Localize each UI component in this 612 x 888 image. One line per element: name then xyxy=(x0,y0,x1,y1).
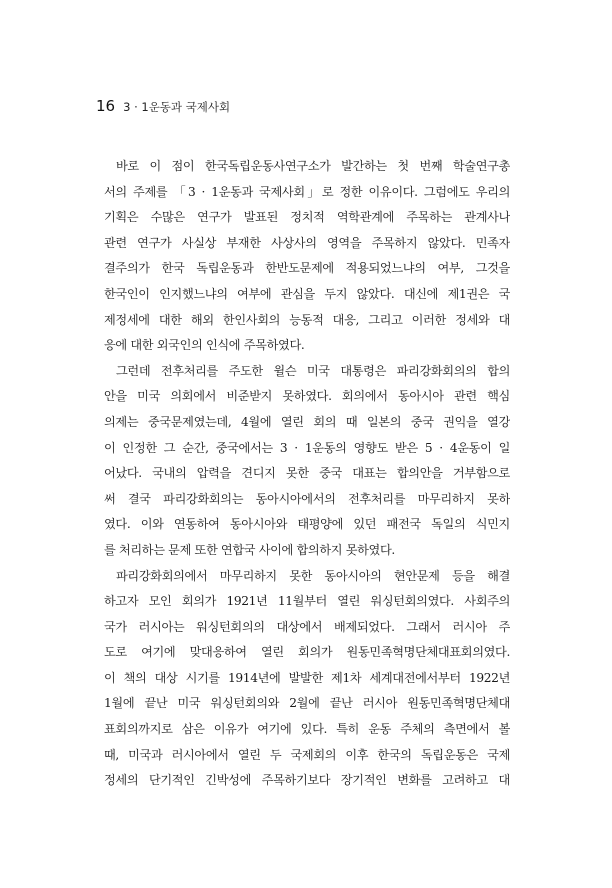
text-line: 하고자 모인 회의가 1921년 11월부터 열린 워싱턴회의였다. 사회주의 xyxy=(104,594,510,609)
body-text xyxy=(104,154,510,794)
text-line: 1월에 끝난 미국 워싱턴회의와 2월에 끝난 러시아 원동민족혁명단체대 xyxy=(104,696,510,711)
text-line: 를 처리하는 문제 또한 연합국 사이에 합의하지 못하였다. xyxy=(104,542,395,557)
text-line: 기획은 수많은 연구가 발표된 정치적 역학관계에 주목하는 관계사나 xyxy=(104,210,510,225)
text-line: 표회의까지로 삼은 이유가 여기에 있다. 특히 운동 주체의 측면에서 볼 xyxy=(104,722,510,737)
text-line: 관련 연구가 사실상 부재한 사상사의 영역을 주목하지 않았다. 민족자 xyxy=(104,235,510,250)
text-line: 때, 미국과 러시아에서 열린 두 국제회의 이후 한국의 독립운동은 국제 xyxy=(104,747,510,762)
text-line: 안을 미국 의회에서 비준받지 못하였다. 회의에서 동아시아 관련 핵심 xyxy=(104,389,510,404)
text-line: 그런데 전후처리를 주도한 윌슨 미국 대통령은 파리강화회의의 합의 xyxy=(116,363,510,378)
text-line: 어났다. 국내의 압력을 견디지 못한 중국 대표는 합의안을 거부함으로 xyxy=(104,466,510,481)
text-line: 였다. 이와 연동하여 동아시아와 태평양에 있던 패전국 독일의 식민지 xyxy=(104,517,510,532)
text-line: 제정세에 대한 해외 한인사회의 능동적 대응, 그리고 이러한 정세와 대 xyxy=(104,312,510,327)
text-line: 바로 이 점이 한국독립운동사연구소가 발간하는 첫 번째 학술연구총 xyxy=(116,159,510,173)
text-line: 써 결국 파리강화회의는 동아시아에서의 전후처리를 마무리하지 못하 xyxy=(104,491,510,506)
text-line: 이 책의 대상 시기를 1914년에 발발한 제1차 세계대전에서부터 1922년 xyxy=(104,670,510,685)
text-line: 정세의 단기적인 긴박성에 주목하기보다 장기적인 변화를 고려하고 대 xyxy=(104,773,510,788)
chapter-title: 3 · 1운동과 국제사회 xyxy=(123,100,231,114)
text-line: 응에 대한 외국인의 인식에 주목하였다. xyxy=(104,338,305,353)
text-line: 파리강화회의에서 마무리하지 못한 동아시아의 현안문제 등을 해결 xyxy=(116,568,510,583)
text-line: 한국인이 인지했느냐의 여부에 관심을 두지 않았다. 대신에 제1권은 국 xyxy=(104,286,510,301)
running-header xyxy=(96,97,230,119)
text-line: 이 인정한 그 순간, 중국에서는 3 · 1운동의 영향도 받은 5 · 4운동이 일 xyxy=(104,440,510,455)
text-line: 의제는 중국문제였는데, 4월에 열린 회의 때 일본의 중국 권익을 열강 xyxy=(104,414,510,429)
text-line: 도로 여기에 맞대응하여 열린 회의가 원동민족혁명단체대표회의였다. xyxy=(104,645,510,660)
page-number: 16 xyxy=(96,97,116,115)
text-line: 서의 주제를 「3 · 1운동과 국제사회」로 정한 이유이다. 그럼에도 우리의 xyxy=(104,184,510,199)
text-line: 국가 러시아는 워싱턴회의의 대상에서 배제되었다. 그래서 러시아 주 xyxy=(104,619,510,634)
text-line: 결주의가 한국 독립운동과 한반도문제에 적용되었느냐의 여부, 그것을 xyxy=(104,261,510,276)
